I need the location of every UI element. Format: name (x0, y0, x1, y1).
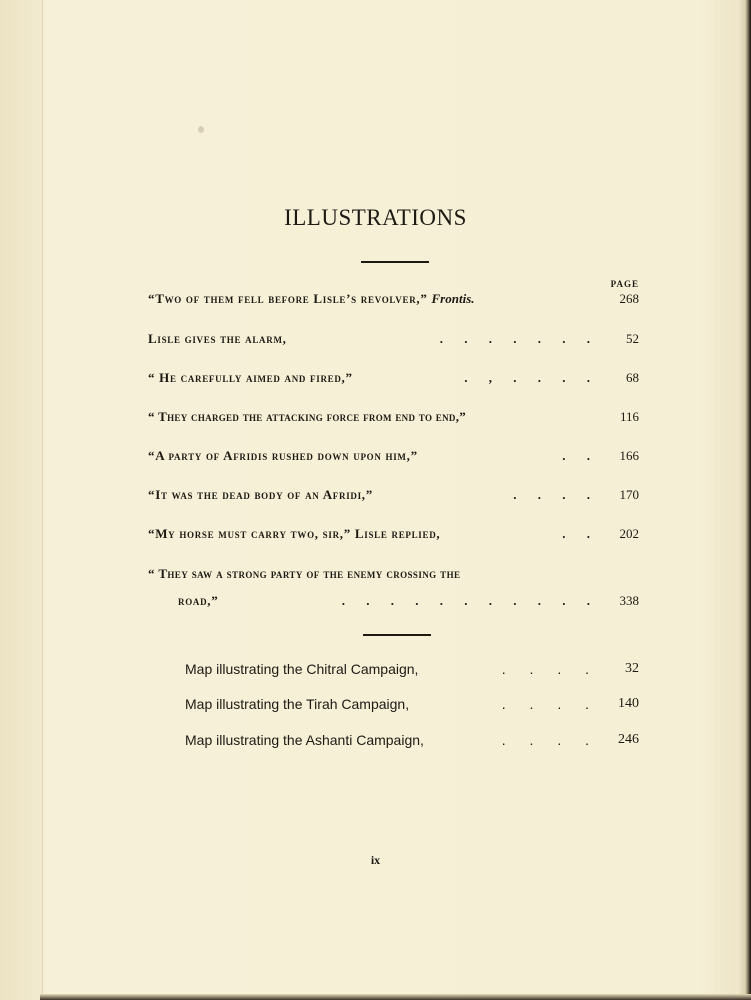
page-edge-shadow (737, 0, 751, 1000)
illustration-entry: “It was the dead body of an Afridi,” . . . . 170 (148, 487, 639, 502)
illustration-entry: “A party of Afridis rushed down upon him,” . . 166 (148, 448, 639, 463)
illustration-entry: “ They charged the attacking force from end to end,” 116 (148, 409, 639, 424)
map-entry: Map illustrating the Ashanti Campaign, . . . . 246 (185, 732, 639, 748)
paper-spot (198, 126, 204, 133)
page-title: ILLUSTRATIONS (284, 205, 467, 230)
page-number: ix (370, 853, 381, 867)
page-column-label: PAGE (610, 279, 639, 289)
illustration-entry: “Two of them fell before Lisle’s revolver,” Frontis. 268 (148, 291, 639, 306)
title-rule (361, 261, 429, 263)
map-entry: Map illustrating the Chitral Campaign, . . . . 32 (185, 661, 639, 677)
illustration-entry: Lisle gives the alarm, . . . . . . . 52 (148, 331, 639, 346)
illustration-entry-continued: road,” . . . . . . . . . . . 338 (178, 593, 639, 608)
illustration-entry: “ He carefully aimed and fired,” . , . . . . 68 (148, 370, 639, 385)
section-rule (363, 634, 431, 636)
illustration-entry: “My horse must carry two, sir,” Lisle replied, . . 202 (148, 526, 639, 541)
page-gutter (0, 0, 43, 1000)
illustration-entry: “ They saw a strong party of the enemy crossing the (148, 566, 461, 581)
map-entry: Map illustrating the Tirah Campaign, . . . . 140 (185, 696, 639, 712)
page-bottom-edge (40, 994, 751, 1000)
